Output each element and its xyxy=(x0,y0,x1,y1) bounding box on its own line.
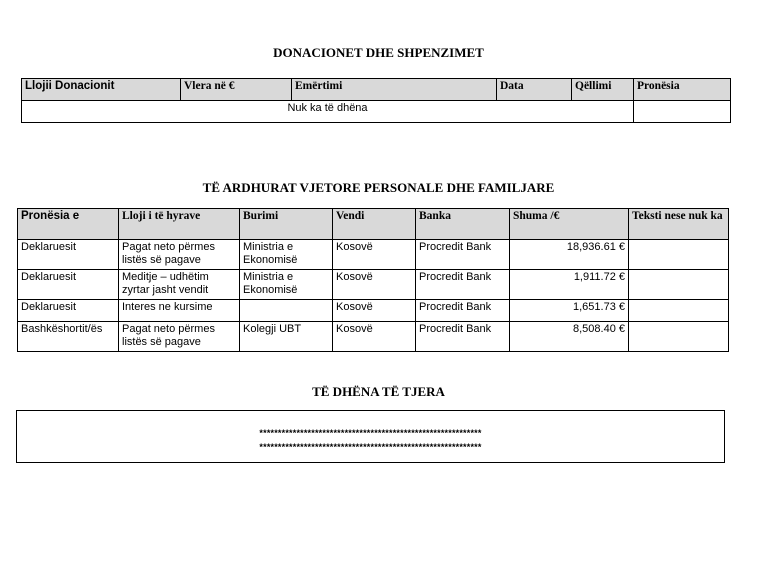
note-cell xyxy=(629,240,729,270)
donations-table xyxy=(21,78,731,123)
header-value: Vlera në € xyxy=(181,79,292,101)
bank-cell: Procredit Bank xyxy=(416,240,510,270)
header-purpose: Qëllimi xyxy=(572,79,634,101)
table-row xyxy=(18,270,729,300)
note-cell xyxy=(629,270,729,300)
income-type-cell: Interes ne kursime xyxy=(119,300,240,322)
header-source: Burimi xyxy=(240,209,333,240)
owner-cell: Bashkëshortit/ës xyxy=(18,322,119,352)
country-cell: Kosovë xyxy=(333,270,416,300)
income-title: TË ARDHURAT VJETORE PERSONALE DHE FAMILJARE xyxy=(202,180,555,195)
header-country: Vendi xyxy=(333,209,416,240)
other-title: TË DHËNA TË TJERA xyxy=(312,384,445,399)
table-row xyxy=(18,300,729,322)
donations-empty-row xyxy=(22,101,731,123)
source-cell xyxy=(240,300,333,322)
amount-cell: 8,508.40 € xyxy=(510,322,629,352)
owner-cell: Deklaruesit xyxy=(18,240,119,270)
owner-cell: Deklaruesit xyxy=(18,300,119,322)
donations-header-row xyxy=(22,79,731,101)
header-owner: Pronësia e xyxy=(18,209,119,240)
note-cell xyxy=(629,322,729,352)
source-cell: Kolegji UBT xyxy=(240,322,333,352)
amount-cell: 1,651.73 € xyxy=(510,300,629,322)
header-income-type: Lloji i të hyrave xyxy=(119,209,240,240)
header-ownership: Pronësia xyxy=(634,79,731,101)
bank-cell: Procredit Bank xyxy=(416,270,510,300)
source-cell: Ministria e Ekonomisë xyxy=(240,270,333,300)
source-cell: Ministria e Ekonomisë xyxy=(240,240,333,270)
note-cell xyxy=(629,300,729,322)
header-note: Teksti nese nuk ka xyxy=(629,209,729,240)
empty-cell xyxy=(634,101,731,123)
bank-cell: Procredit Bank xyxy=(416,300,510,322)
bank-cell: Procredit Bank xyxy=(416,322,510,352)
no-data-text: Nuk ka të dhëna xyxy=(22,101,634,123)
income-type-cell: Pagat neto përmes listës së pagave xyxy=(119,322,240,352)
income-type-cell: Pagat neto përmes listës së pagave xyxy=(119,240,240,270)
amount-cell: 1,911.72 € xyxy=(510,270,629,300)
income-type-cell: Meditje – udhëtim zyrtar jasht vendit xyxy=(119,270,240,300)
other-data-box xyxy=(16,410,725,463)
masked-line: ************************************************************ xyxy=(259,442,482,452)
donations-title: DONACIONET DHE SHPENZIMET xyxy=(273,45,484,60)
masked-line: ************************************************************ xyxy=(259,428,482,438)
country-cell: Kosovë xyxy=(333,322,416,352)
table-row xyxy=(18,322,729,352)
amount-cell: 18,936.61 € xyxy=(510,240,629,270)
header-amount: Shuma /€ xyxy=(510,209,629,240)
income-header-row xyxy=(18,209,729,240)
header-date: Data xyxy=(497,79,572,101)
owner-cell: Deklaruesit xyxy=(18,270,119,300)
income-table xyxy=(17,208,729,352)
country-cell: Kosovë xyxy=(333,300,416,322)
country-cell: Kosovë xyxy=(333,240,416,270)
header-name: Emërtimi xyxy=(292,79,497,101)
header-donation-type: Llojii Donacionit xyxy=(22,79,181,101)
header-bank: Banka xyxy=(416,209,510,240)
table-row xyxy=(18,240,729,270)
